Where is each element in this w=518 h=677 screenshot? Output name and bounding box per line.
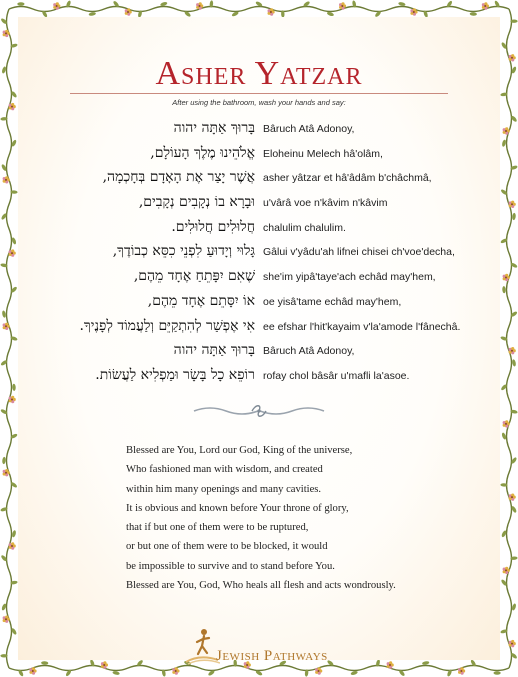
translation-line: Who fashioned man with wisdom, and created	[126, 464, 323, 476]
leaf-icon	[41, 661, 48, 665]
transliteration-text: oe yisâ'tame echâd may'hem,	[263, 295, 402, 308]
prayer-line	[0, 318, 518, 343]
hebrew-text: וּבָרָא בוֹ נְקָבִים נְקָבִים,	[138, 194, 255, 211]
translation-line: Blessed are You, God, Who heals all flesh and acts wondrously.	[126, 580, 396, 592]
hebrew-text: חֲלוּלִים חֲלוּלִים.	[171, 218, 255, 235]
translation-line: or but one of them were to be blocked, it would	[126, 541, 328, 553]
flower-icon	[458, 667, 465, 674]
vine-stem	[9, 666, 509, 671]
prayer-line	[0, 293, 518, 318]
translation-line: It is obvious and known before Your throne of glory,	[126, 502, 349, 514]
transliteration-text: u'vârâ voe n'kâvim n'kâvim	[263, 197, 388, 210]
transliteration-text: chalulim chalulim.	[263, 221, 346, 234]
leaf-icon	[112, 671, 120, 676]
prayer-line	[0, 219, 518, 244]
jewish-pathways-logo	[180, 626, 340, 666]
leaf-icon	[398, 2, 406, 7]
transliteration-text: ee efshar l'hit'kayaim v'la'amode l'fânechâ.	[263, 320, 461, 333]
flower-icon	[172, 667, 179, 674]
prayer-block	[0, 120, 518, 392]
instruction-text: After using the bathroom, wash your hands and say:	[172, 98, 346, 107]
leaf-icon	[0, 654, 7, 657]
flower-icon	[315, 667, 322, 674]
title-divider	[70, 93, 448, 94]
hebrew-text: אִי אֶפְשַׁר לְהִתְקַיֵּם וְלַעֲמוֹד לְפָנֶיךָ.	[79, 317, 255, 334]
translation-line: within him many openings and many cavities.	[126, 483, 322, 495]
flower-icon	[9, 396, 16, 403]
transliteration-text: asher yâtzar et hâ'âdâm b'châchmâ,	[263, 172, 432, 185]
hebrew-text: בָּרוּךְ אַתָּה יהוה	[173, 120, 255, 136]
leaf-icon	[88, 12, 96, 16]
prayer-line	[0, 268, 518, 293]
hebrew-text: גָּלוּי וְיָדוּעַ לִפְנֵי כִסֵּא כְבוֹדֶךָ,	[112, 243, 255, 260]
leaf-icon	[422, 661, 430, 665]
prayer-line	[0, 169, 518, 194]
transliteration-text: Bâruch Atâ Adonoy,	[263, 123, 355, 135]
hebrew-text: בָּרוּךְ אַתָּה יהוה	[173, 342, 255, 359]
leaf-icon	[17, 2, 24, 5]
translation-line: that if but one of them were to be ruptured,	[126, 522, 309, 534]
prayer-line	[0, 145, 518, 170]
walking-figure-icon	[180, 626, 220, 666]
english-translation	[126, 441, 456, 595]
flower-icon	[387, 661, 394, 668]
transliteration-text: Gâlui v'yâdu'ah lifnei chisei ch'voe'decha,	[263, 246, 455, 259]
vine-stem	[9, 7, 509, 12]
page-title: Asher Yatzar	[155, 55, 363, 92]
transliteration-text: rofay chol bâsâr u'mafli la'asoe.	[263, 369, 410, 382]
translation-line: Blessed are You, Lord our God, King of the universe,	[126, 445, 353, 456]
hebrew-text: רוֹפֵא כָל בָּשָׂר וּמַפְלִיא לַעֲשׂוֹת.	[95, 366, 255, 383]
leaf-icon	[470, 12, 477, 16]
logo-text: Jewish Pathways	[216, 648, 328, 664]
prayer-line	[0, 342, 518, 367]
prayer-line	[0, 367, 518, 392]
prayer-line	[0, 120, 518, 145]
flower-icon	[9, 542, 16, 549]
ornament-divider	[190, 402, 328, 420]
leaf-icon	[2, 457, 6, 465]
transliteration-text: Bâruch Atâ Adonoy,	[263, 345, 355, 358]
flower-icon	[509, 640, 516, 647]
prayer-line	[0, 243, 518, 268]
flower-icon	[101, 661, 108, 668]
leaf-icon	[510, 20, 517, 23]
hebrew-text: אֱלֹהֵינוּ מֶלֶךְ הָעוֹלָם,	[150, 144, 255, 161]
hebrew-text: אוֹ יִסָּתֵם אֶחָד מֵהֶם,	[147, 292, 255, 309]
hebrew-text: שֶׁאִם יִפָּתֵחַ אֶחָד מֵהֶם,	[133, 268, 255, 285]
leaf-icon	[494, 671, 501, 674]
translation-line: be impossible to survive and to stand before You.	[126, 560, 335, 572]
transliteration-text: she'im yipâ'taye'ach echâd may'hem,	[263, 271, 436, 284]
flower-icon	[29, 667, 36, 674]
flower-icon	[509, 494, 516, 501]
transliteration-text: Eloheinu Melech hâ'olâm,	[263, 147, 383, 160]
prayer-line	[0, 194, 518, 219]
hebrew-text: אֲשֶׁר יָצַר אֶת הָאָדָם בְּחָכְמָה,	[102, 169, 255, 186]
